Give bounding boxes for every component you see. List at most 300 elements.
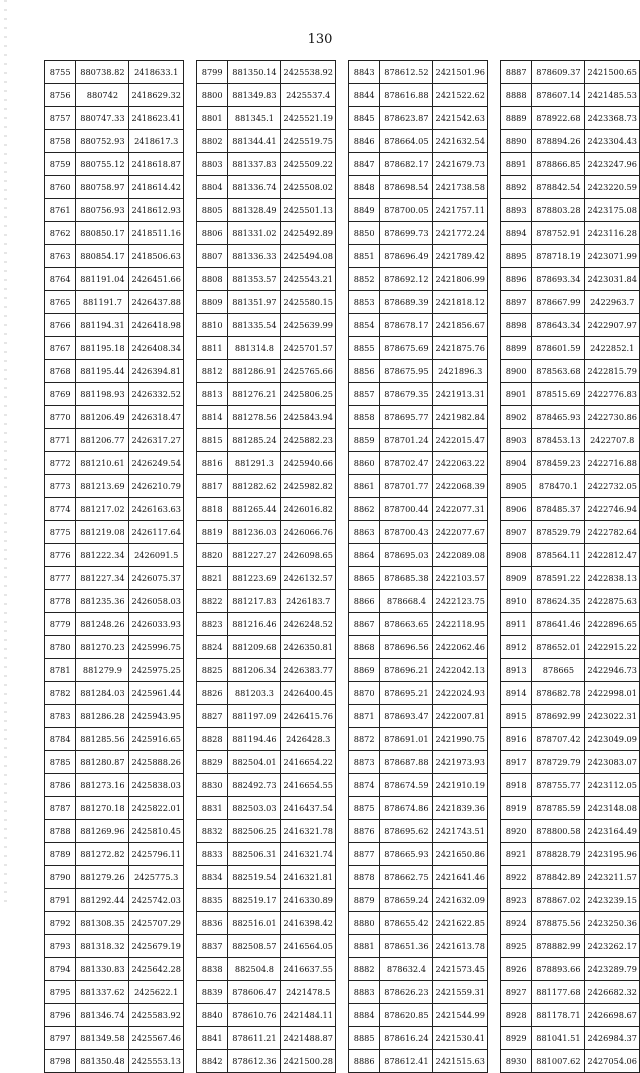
table-row	[501, 912, 640, 935]
table-row	[45, 268, 184, 291]
point-id-cell: 8837	[197, 935, 228, 958]
y-coordinate-cell: 2425642.28	[129, 958, 184, 981]
y-coordinate-cell: 2421622.85	[433, 912, 488, 935]
y-coordinate-cell: 2425943.95	[129, 705, 184, 728]
point-id-cell: 8832	[197, 820, 228, 843]
y-coordinate-cell: 2423289.79	[585, 958, 640, 981]
table-row	[45, 613, 184, 636]
x-coordinate-cell: 878623.87	[380, 107, 433, 130]
x-coordinate-cell: 878689.39	[380, 291, 433, 314]
table-row	[501, 958, 640, 981]
y-coordinate-cell: 2426698.67	[585, 1004, 640, 1027]
point-id-cell: 8863	[349, 521, 380, 544]
table-row	[197, 337, 336, 360]
coordinate-table	[196, 60, 336, 1073]
x-coordinate-cell: 882492.73	[228, 774, 281, 797]
table-row	[45, 176, 184, 199]
point-id-cell: 8881	[349, 935, 380, 958]
table-row	[45, 199, 184, 222]
point-id-cell: 8807	[197, 245, 228, 268]
y-coordinate-cell: 2426075.37	[129, 567, 184, 590]
table-row	[349, 613, 488, 636]
table-row	[45, 153, 184, 176]
table-row	[501, 452, 640, 475]
y-coordinate-cell: 2422063.22	[433, 452, 488, 475]
table-row	[349, 544, 488, 567]
x-coordinate-cell: 878696.21	[380, 659, 433, 682]
table-row	[349, 406, 488, 429]
point-id-cell: 8911	[501, 613, 532, 636]
y-coordinate-cell: 2426117.64	[129, 521, 184, 544]
point-id-cell: 8923	[501, 889, 532, 912]
x-coordinate-cell: 878679.35	[380, 383, 433, 406]
x-coordinate-cell: 878682.17	[380, 153, 433, 176]
x-coordinate-cell: 878485.37	[532, 498, 585, 521]
x-coordinate-cell: 881285.24	[228, 429, 281, 452]
table-row	[501, 751, 640, 774]
y-coordinate-cell: 2421738.58	[433, 176, 488, 199]
x-coordinate-cell: 878664.05	[380, 130, 433, 153]
y-coordinate-cell: 2422042.13	[433, 659, 488, 682]
x-coordinate-cell: 878667.99	[532, 291, 585, 314]
x-coordinate-cell: 881206.77	[76, 429, 129, 452]
y-coordinate-cell: 2421806.99	[433, 268, 488, 291]
x-coordinate-cell: 881223.69	[228, 567, 281, 590]
x-coordinate-cell: 881336.33	[228, 245, 281, 268]
y-coordinate-cell: 2421500.65	[585, 61, 640, 84]
x-coordinate-cell: 881270.18	[76, 797, 129, 820]
x-coordinate-cell: 881276.21	[228, 383, 281, 406]
x-coordinate-cell: 881330.83	[76, 958, 129, 981]
point-id-cell: 8782	[45, 682, 76, 705]
y-coordinate-cell: 2416637.55	[281, 958, 336, 981]
page-number: 130	[307, 32, 333, 47]
table-row	[197, 521, 336, 544]
y-coordinate-cell: 2425810.45	[129, 820, 184, 843]
table-row	[501, 337, 640, 360]
x-coordinate-cell: 878752.91	[532, 222, 585, 245]
point-id-cell: 8859	[349, 429, 380, 452]
x-coordinate-cell: 878692.12	[380, 268, 433, 291]
x-coordinate-cell: 880756.93	[76, 199, 129, 222]
point-id-cell: 8841	[197, 1027, 228, 1050]
y-coordinate-cell: 2426058.03	[129, 590, 184, 613]
x-coordinate-cell: 881041.51	[532, 1027, 585, 1050]
x-coordinate-cell: 881308.35	[76, 912, 129, 935]
y-coordinate-cell: 2425538.92	[281, 61, 336, 84]
point-id-cell: 8811	[197, 337, 228, 360]
table-row	[349, 130, 488, 153]
x-coordinate-cell: 881265.44	[228, 498, 281, 521]
table-row	[501, 728, 640, 751]
point-id-cell: 8801	[197, 107, 228, 130]
table-row	[501, 1027, 640, 1050]
point-id-cell: 8888	[501, 84, 532, 107]
x-coordinate-cell: 881349.58	[76, 1027, 129, 1050]
table-row	[349, 521, 488, 544]
table-row	[349, 682, 488, 705]
table-row	[45, 705, 184, 728]
y-coordinate-cell: 2426415.76	[281, 705, 336, 728]
point-id-cell: 8844	[349, 84, 380, 107]
point-id-cell: 8864	[349, 544, 380, 567]
table-row	[501, 360, 640, 383]
x-coordinate-cell: 878695.03	[380, 544, 433, 567]
y-coordinate-cell: 2426318.47	[129, 406, 184, 429]
x-coordinate-cell: 878616.88	[380, 84, 433, 107]
table-row	[501, 935, 640, 958]
x-coordinate-cell: 881286.28	[76, 705, 129, 728]
point-id-cell: 8842	[197, 1050, 228, 1073]
x-coordinate-cell: 881194.46	[228, 728, 281, 751]
y-coordinate-cell: 2422118.95	[433, 613, 488, 636]
y-coordinate-cell: 2421982.84	[433, 406, 488, 429]
point-id-cell: 8879	[349, 889, 380, 912]
y-coordinate-cell: 2418617.3	[129, 130, 184, 153]
y-coordinate-cell: 2422875.63	[585, 590, 640, 613]
table-row	[197, 475, 336, 498]
point-id-cell: 8759	[45, 153, 76, 176]
point-id-cell: 8831	[197, 797, 228, 820]
point-id-cell: 8910	[501, 590, 532, 613]
x-coordinate-cell: 881217.02	[76, 498, 129, 521]
x-coordinate-cell: 882506.31	[228, 843, 281, 866]
point-id-cell: 8826	[197, 682, 228, 705]
x-coordinate-cell: 881350.48	[76, 1050, 129, 1073]
table-row	[501, 107, 640, 130]
y-coordinate-cell: 2423164.49	[585, 820, 640, 843]
x-coordinate-cell: 882503.03	[228, 797, 281, 820]
point-id-cell: 8925	[501, 935, 532, 958]
x-coordinate-cell: 878663.65	[380, 613, 433, 636]
x-coordinate-cell: 878675.95	[380, 360, 433, 383]
table-row	[501, 820, 640, 843]
y-coordinate-cell: 2422015.47	[433, 429, 488, 452]
y-coordinate-cell: 2421896.3	[433, 360, 488, 383]
table-row	[349, 820, 488, 843]
table-row	[349, 222, 488, 245]
table-row	[45, 107, 184, 130]
table-row	[349, 705, 488, 728]
point-id-cell: 8848	[349, 176, 380, 199]
table-row	[45, 981, 184, 1004]
x-coordinate-cell: 878687.88	[380, 751, 433, 774]
x-coordinate-cell: 878707.42	[532, 728, 585, 751]
x-coordinate-cell: 878453.13	[532, 429, 585, 452]
table-row	[45, 820, 184, 843]
y-coordinate-cell: 2423220.59	[585, 176, 640, 199]
y-coordinate-cell: 2418511.16	[129, 222, 184, 245]
y-coordinate-cell: 2423247.96	[585, 153, 640, 176]
y-coordinate-cell: 2423116.28	[585, 222, 640, 245]
table-row	[349, 958, 488, 981]
point-id-cell: 8758	[45, 130, 76, 153]
table-row	[501, 636, 640, 659]
table-row	[349, 475, 488, 498]
point-id-cell: 8912	[501, 636, 532, 659]
point-id-cell: 8780	[45, 636, 76, 659]
x-coordinate-cell: 881236.03	[228, 521, 281, 544]
x-coordinate-cell: 881195.44	[76, 360, 129, 383]
table-row	[501, 130, 640, 153]
x-coordinate-cell: 878678.17	[380, 314, 433, 337]
point-id-cell: 8797	[45, 1027, 76, 1050]
table-row	[197, 1027, 336, 1050]
point-id-cell: 8772	[45, 452, 76, 475]
point-id-cell: 8860	[349, 452, 380, 475]
table-row	[501, 84, 640, 107]
y-coordinate-cell: 2426249.54	[129, 452, 184, 475]
table-row	[349, 981, 488, 1004]
point-id-cell: 8884	[349, 1004, 380, 1027]
point-id-cell: 8876	[349, 820, 380, 843]
point-id-cell: 8791	[45, 889, 76, 912]
x-coordinate-cell: 878626.23	[380, 981, 433, 1004]
table-row	[349, 176, 488, 199]
table-row	[45, 682, 184, 705]
x-coordinate-cell: 881331.02	[228, 222, 281, 245]
table-row	[197, 268, 336, 291]
table-row	[197, 567, 336, 590]
point-id-cell: 8893	[501, 199, 532, 222]
y-coordinate-cell: 2425494.08	[281, 245, 336, 268]
table-row	[45, 475, 184, 498]
table-row	[349, 843, 488, 866]
x-coordinate-cell: 882504.01	[228, 751, 281, 774]
point-id-cell: 8930	[501, 1050, 532, 1073]
y-coordinate-cell: 2426098.65	[281, 544, 336, 567]
x-coordinate-cell: 881222.34	[76, 544, 129, 567]
x-coordinate-cell: 878606.47	[228, 981, 281, 1004]
point-id-cell: 8762	[45, 222, 76, 245]
point-id-cell: 8763	[45, 245, 76, 268]
table-row	[197, 199, 336, 222]
point-id-cell: 8776	[45, 544, 76, 567]
y-coordinate-cell: 2425509.22	[281, 153, 336, 176]
table-row	[349, 429, 488, 452]
table-row	[45, 521, 184, 544]
table-row	[197, 245, 336, 268]
x-coordinate-cell: 878632.4	[380, 958, 433, 981]
y-coordinate-cell: 2418612.93	[129, 199, 184, 222]
point-id-cell: 8770	[45, 406, 76, 429]
y-coordinate-cell: 2426016.82	[281, 498, 336, 521]
point-id-cell: 8852	[349, 268, 380, 291]
y-coordinate-cell: 2422007.81	[433, 705, 488, 728]
table-row	[501, 314, 640, 337]
table-row	[197, 498, 336, 521]
table-row	[349, 61, 488, 84]
y-coordinate-cell: 2421613.78	[433, 935, 488, 958]
x-coordinate-cell: 878696.49	[380, 245, 433, 268]
x-coordinate-cell: 881273.16	[76, 774, 129, 797]
y-coordinate-cell: 2425567.46	[129, 1027, 184, 1050]
point-id-cell: 8815	[197, 429, 228, 452]
point-id-cell: 8829	[197, 751, 228, 774]
y-coordinate-cell: 2425580.15	[281, 291, 336, 314]
y-coordinate-cell: 2426132.57	[281, 567, 336, 590]
y-coordinate-cell: 2416398.42	[281, 912, 336, 935]
coordinate-table	[348, 60, 488, 1073]
y-coordinate-cell: 2426418.98	[129, 314, 184, 337]
x-coordinate-cell: 878674.86	[380, 797, 433, 820]
y-coordinate-cell: 2425975.25	[129, 659, 184, 682]
point-id-cell: 8798	[45, 1050, 76, 1073]
point-id-cell: 8849	[349, 199, 380, 222]
point-id-cell: 8920	[501, 820, 532, 843]
table-row	[501, 429, 640, 452]
x-coordinate-cell: 881284.03	[76, 682, 129, 705]
table-row	[349, 107, 488, 130]
table-row	[197, 222, 336, 245]
point-id-cell: 8825	[197, 659, 228, 682]
table-row	[197, 291, 336, 314]
point-id-cell: 8760	[45, 176, 76, 199]
table-row	[45, 429, 184, 452]
table-row	[349, 774, 488, 797]
x-coordinate-cell: 881177.68	[532, 981, 585, 1004]
y-coordinate-cell: 2425553.13	[129, 1050, 184, 1073]
y-coordinate-cell: 2422946.73	[585, 659, 640, 682]
y-coordinate-cell: 2422707.8	[585, 429, 640, 452]
table-row	[501, 176, 640, 199]
y-coordinate-cell: 2422077.31	[433, 498, 488, 521]
point-id-cell: 8880	[349, 912, 380, 935]
x-coordinate-cell: 878700.05	[380, 199, 433, 222]
point-id-cell: 8830	[197, 774, 228, 797]
point-id-cell: 8922	[501, 866, 532, 889]
table-row	[501, 1004, 640, 1027]
table-row	[501, 843, 640, 866]
table-row	[501, 521, 640, 544]
point-id-cell: 8767	[45, 337, 76, 360]
table-row	[501, 866, 640, 889]
table-row	[45, 498, 184, 521]
point-id-cell: 8766	[45, 314, 76, 337]
x-coordinate-cell: 881206.49	[76, 406, 129, 429]
x-coordinate-cell: 878651.36	[380, 935, 433, 958]
y-coordinate-cell: 2421559.31	[433, 981, 488, 1004]
y-coordinate-cell: 2418633.1	[129, 61, 184, 84]
x-coordinate-cell: 881292.44	[76, 889, 129, 912]
y-coordinate-cell: 2425521.19	[281, 107, 336, 130]
y-coordinate-cell: 2426383.77	[281, 659, 336, 682]
point-id-cell: 8882	[349, 958, 380, 981]
point-id-cell: 8857	[349, 383, 380, 406]
point-id-cell: 8867	[349, 613, 380, 636]
x-coordinate-cell: 881007.62	[532, 1050, 585, 1073]
table-row	[45, 590, 184, 613]
x-coordinate-cell: 878803.28	[532, 199, 585, 222]
table-row	[349, 153, 488, 176]
point-id-cell: 8839	[197, 981, 228, 1004]
table-row	[45, 360, 184, 383]
point-id-cell: 8823	[197, 613, 228, 636]
table-row	[349, 797, 488, 820]
x-coordinate-cell: 881337.62	[76, 981, 129, 1004]
table-row	[45, 61, 184, 84]
table-row	[197, 636, 336, 659]
x-coordinate-cell: 881227.27	[228, 544, 281, 567]
y-coordinate-cell: 2425822.01	[129, 797, 184, 820]
x-coordinate-cell: 878563.68	[532, 360, 585, 383]
y-coordinate-cell: 2422062.46	[433, 636, 488, 659]
table-row	[349, 1050, 488, 1073]
x-coordinate-cell: 881285.56	[76, 728, 129, 751]
point-id-cell: 8845	[349, 107, 380, 130]
point-id-cell: 8855	[349, 337, 380, 360]
point-id-cell: 8835	[197, 889, 228, 912]
table-row	[501, 245, 640, 268]
point-id-cell: 8790	[45, 866, 76, 889]
table-row	[501, 797, 640, 820]
point-id-cell: 8905	[501, 475, 532, 498]
y-coordinate-cell: 2426163.63	[129, 498, 184, 521]
y-coordinate-cell: 2421650.86	[433, 843, 488, 866]
table-row	[197, 728, 336, 751]
x-coordinate-cell: 878610.76	[228, 1004, 281, 1027]
table-row	[197, 613, 336, 636]
y-coordinate-cell: 2421484.11	[281, 1004, 336, 1027]
point-id-cell: 8874	[349, 774, 380, 797]
x-coordinate-cell: 881344.41	[228, 130, 281, 153]
point-id-cell: 8902	[501, 406, 532, 429]
y-coordinate-cell: 2423083.07	[585, 751, 640, 774]
y-coordinate-cell: 2422812.47	[585, 544, 640, 567]
table-row	[349, 199, 488, 222]
x-coordinate-cell: 881197.09	[228, 705, 281, 728]
point-id-cell: 8892	[501, 176, 532, 199]
y-coordinate-cell: 2423239.15	[585, 889, 640, 912]
point-id-cell: 8819	[197, 521, 228, 544]
x-coordinate-cell: 878655.42	[380, 912, 433, 935]
table-row	[197, 958, 336, 981]
x-coordinate-cell: 878691.01	[380, 728, 433, 751]
point-id-cell: 8909	[501, 567, 532, 590]
x-coordinate-cell: 878675.69	[380, 337, 433, 360]
point-id-cell: 8847	[349, 153, 380, 176]
x-coordinate-cell: 878693.34	[532, 268, 585, 291]
y-coordinate-cell: 2416321.74	[281, 843, 336, 866]
point-id-cell: 8878	[349, 866, 380, 889]
x-coordinate-cell: 881279.9	[76, 659, 129, 682]
y-coordinate-cell: 2425796.11	[129, 843, 184, 866]
y-coordinate-cell: 2423148.08	[585, 797, 640, 820]
x-coordinate-cell: 878470.1	[532, 475, 585, 498]
y-coordinate-cell: 2422123.75	[433, 590, 488, 613]
x-coordinate-cell: 878695.62	[380, 820, 433, 843]
table-row	[349, 866, 488, 889]
point-id-cell: 8764	[45, 268, 76, 291]
table-row	[197, 935, 336, 958]
x-coordinate-cell: 878828.79	[532, 843, 585, 866]
y-coordinate-cell: 2421772.24	[433, 222, 488, 245]
y-coordinate-cell: 2425537.4	[281, 84, 336, 107]
table-row	[197, 544, 336, 567]
x-coordinate-cell: 881178.71	[532, 1004, 585, 1027]
y-coordinate-cell: 2421542.63	[433, 107, 488, 130]
point-id-cell: 8870	[349, 682, 380, 705]
point-id-cell: 8756	[45, 84, 76, 107]
table-row	[501, 222, 640, 245]
point-id-cell: 8781	[45, 659, 76, 682]
y-coordinate-cell: 2421488.87	[281, 1027, 336, 1050]
table-row	[349, 268, 488, 291]
y-coordinate-cell: 2418623.41	[129, 107, 184, 130]
y-coordinate-cell: 2422838.13	[585, 567, 640, 590]
table-row	[197, 314, 336, 337]
x-coordinate-cell: 882508.57	[228, 935, 281, 958]
